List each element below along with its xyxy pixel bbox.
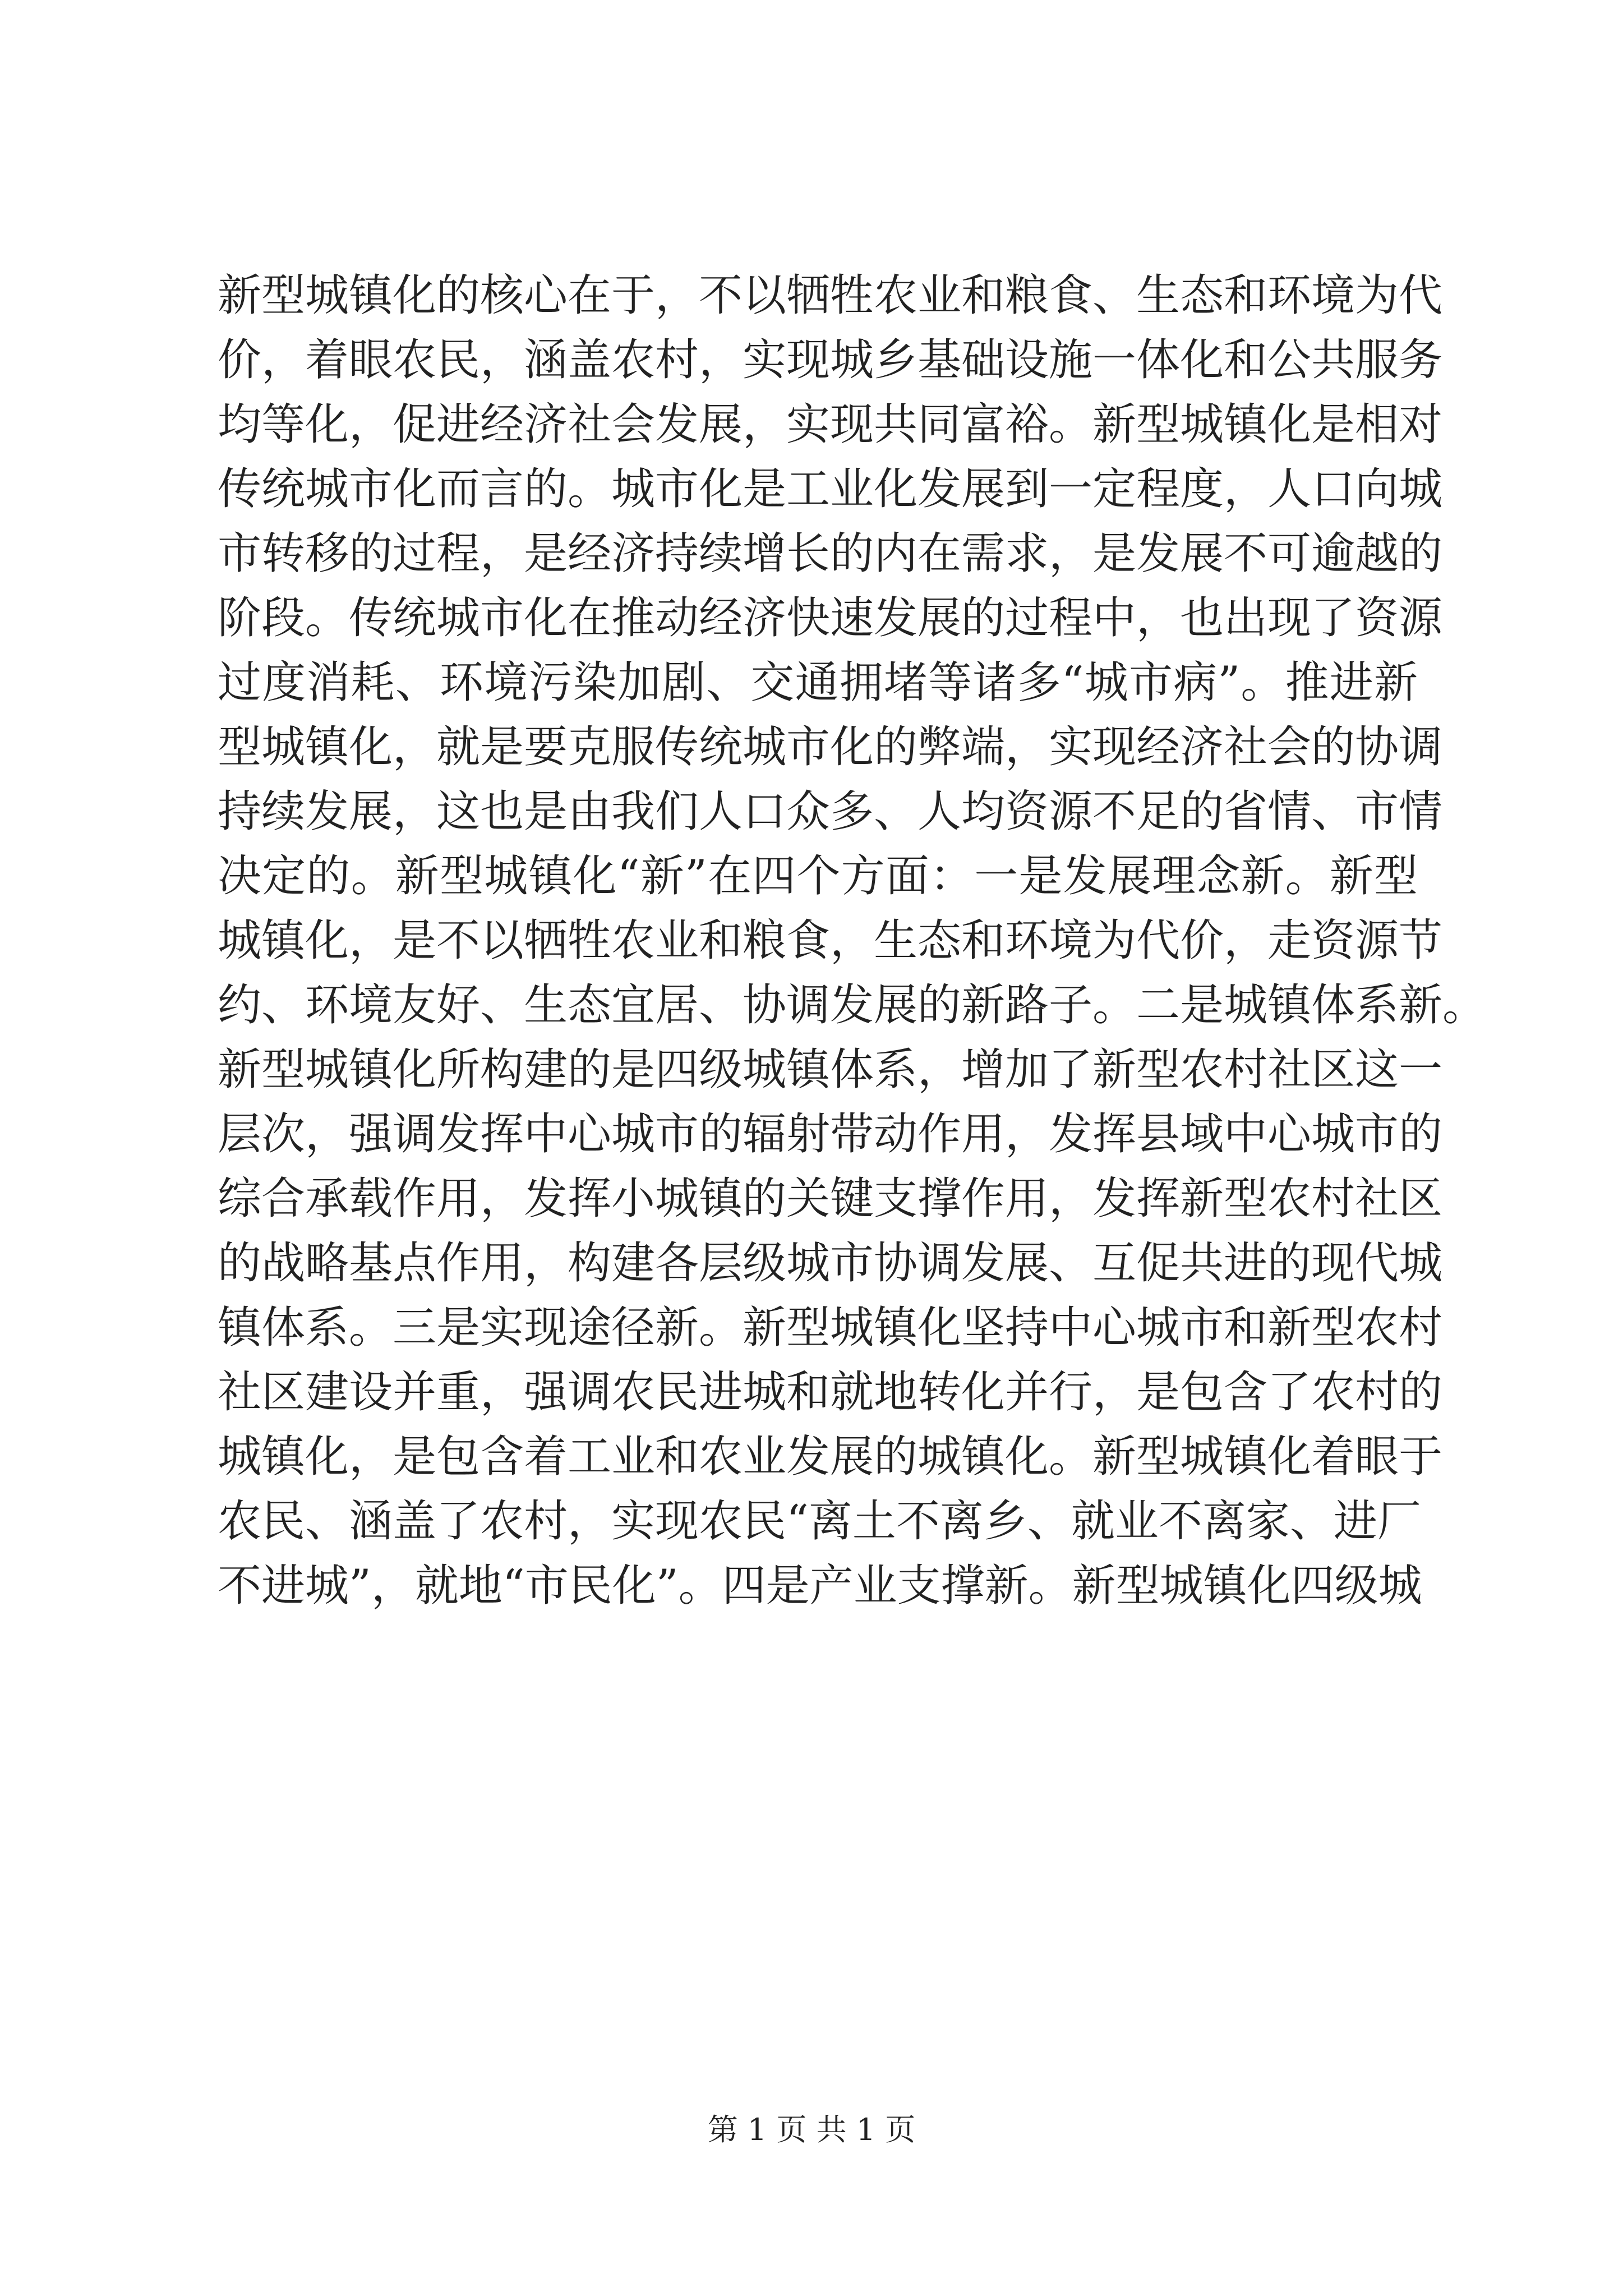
- text-line: 城镇化，是不以牺牲农业和粮食，生态和环境为代价，走资源节: [218, 915, 1443, 966]
- text-line: 城镇化，是包含着工业和农业发展的城镇化。新型城镇化着眼于: [218, 1432, 1443, 1482]
- text-line: 不进城”，就地“市民化”。四是产业支撑新。新型城镇化四级城: [218, 1561, 1422, 1611]
- text-line: 层次，强调发挥中心城市的辐射带动作用，发挥县域中心城市的: [218, 1109, 1443, 1159]
- text-line: 阶段。传统城市化在推动经济快速发展的过程中，也出现了资源: [218, 593, 1443, 643]
- text-line: 持续发展，这也是由我们人口众多、人均资源不足的省情、市情: [218, 786, 1443, 837]
- page-number-footer: 第 1 页 共 1 页: [707, 2112, 916, 2147]
- text-line: 型城镇化，就是要克服传统城市化的弊端，实现经济社会的协调: [218, 722, 1443, 772]
- body-paragraph: [218, 264, 1487, 1618]
- text-line: 的战略基点作用，构建各层级城市协调发展、互促共进的现代城: [218, 1238, 1443, 1289]
- text-line: 新型城镇化所构建的是四级城镇体系，增加了新型农村社区这一: [218, 1045, 1443, 1095]
- text-line: 镇体系。三是实现途径新。新型城镇化坚持中心城市和新型农村: [218, 1303, 1443, 1353]
- text-line: 过度消耗、环境污染加剧、交通拥堵等诸多“城市病”。推进新: [218, 657, 1418, 708]
- text-line: 新型城镇化的核心在于，不以牺牲农业和粮食、生态和环境为代: [218, 270, 1443, 321]
- text-line: 均等化，促进经济社会发展，实现共同富裕。新型城镇化是相对: [218, 399, 1443, 450]
- text-line: 约、环境友好、生态宜居、协调发展的新路子。二是城镇体系新。: [218, 980, 1487, 1030]
- text-line: 综合承载作用，发挥小城镇的关键支撑作用，发挥新型农村社区: [218, 1174, 1443, 1224]
- text-line: 市转移的过程，是经济持续增长的内在需求，是发展不可逾越的: [218, 528, 1443, 579]
- text-line: 传统城市化而言的。城市化是工业化发展到一定程度，人口向城: [218, 464, 1443, 514]
- text-line: 价，着眼农民，涵盖农村，实现城乡基础设施一体化和公共服务: [218, 335, 1443, 385]
- text-line: 决定的。新型城镇化“新”在四个方面：一是发展理念新。新型: [218, 851, 1418, 901]
- text-line: 农民、涵盖了农村，实现农民“离土不离乡、就业不离家、进厂: [218, 1496, 1421, 1547]
- text-line: 社区建设并重，强调农民进城和就地转化并行，是包含了农村的: [218, 1367, 1443, 1418]
